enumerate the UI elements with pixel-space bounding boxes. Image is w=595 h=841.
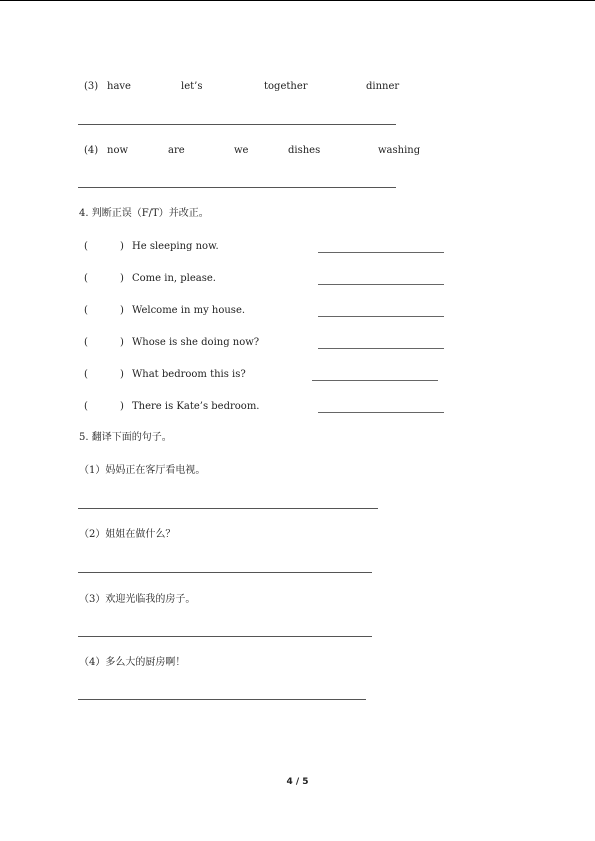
page-number: 4 / 5: [286, 777, 309, 787]
tf-sentence: He sleeping now.: [132, 241, 219, 252]
paren-open: (: [84, 337, 88, 348]
paren-close: ): [120, 305, 124, 316]
translate-sentence: （3）欢迎光临我的房子。: [79, 594, 196, 605]
answer-line[interactable]: [78, 572, 372, 573]
correction-line[interactable]: [318, 412, 444, 413]
answer-line[interactable]: [78, 124, 396, 125]
paren-open: (: [84, 273, 88, 284]
paren-close: ): [120, 401, 124, 412]
word-dishes: dishes: [288, 145, 321, 156]
word-together: together: [264, 81, 308, 92]
section-4-title: 4. 判断正误（F/T）并改正。: [79, 208, 209, 219]
paren-close: ): [120, 273, 124, 284]
word-we: we: [234, 145, 249, 156]
page-top-border: [0, 0, 595, 1]
paren-open: (: [84, 369, 88, 380]
question-number: (3): [84, 81, 99, 92]
paren-close: ): [120, 241, 124, 252]
tf-sentence: Come in, please.: [132, 273, 216, 284]
answer-line[interactable]: [78, 187, 396, 188]
correction-line[interactable]: [318, 284, 444, 285]
answer-line[interactable]: [78, 699, 366, 700]
paren-open: (: [84, 401, 88, 412]
word-now: now: [107, 145, 129, 156]
answer-line[interactable]: [78, 508, 378, 509]
correction-line[interactable]: [318, 348, 444, 349]
section-5-title: 5. 翻译下面的句子。: [79, 432, 172, 443]
paren-open: (: [84, 241, 88, 252]
word-are: are: [168, 145, 185, 156]
question-number: (4): [84, 145, 99, 156]
paren-close: ): [120, 369, 124, 380]
tf-sentence: Welcome in my house.: [132, 305, 246, 316]
tf-sentence: Whose is she doing now?: [132, 337, 260, 348]
word-washing: washing: [378, 145, 421, 156]
tf-sentence: There is Kate’s bedroom.: [132, 401, 260, 412]
correction-line[interactable]: [312, 380, 438, 381]
word-have: have: [107, 81, 131, 92]
paren-open: (: [84, 305, 88, 316]
correction-line[interactable]: [318, 316, 444, 317]
answer-line[interactable]: [78, 636, 372, 637]
translate-sentence: （1）妈妈正在客厅看电视。: [79, 465, 206, 476]
correction-line[interactable]: [318, 252, 444, 253]
word-dinner: dinner: [366, 81, 400, 92]
translate-sentence: （2）姐姐在做什么？: [79, 529, 176, 540]
tf-sentence: What bedroom this is?: [132, 369, 246, 380]
translate-sentence: （4）多么大的厨房啊！: [79, 657, 186, 668]
paren-close: ): [120, 337, 124, 348]
word-lets: let’s: [181, 81, 203, 92]
